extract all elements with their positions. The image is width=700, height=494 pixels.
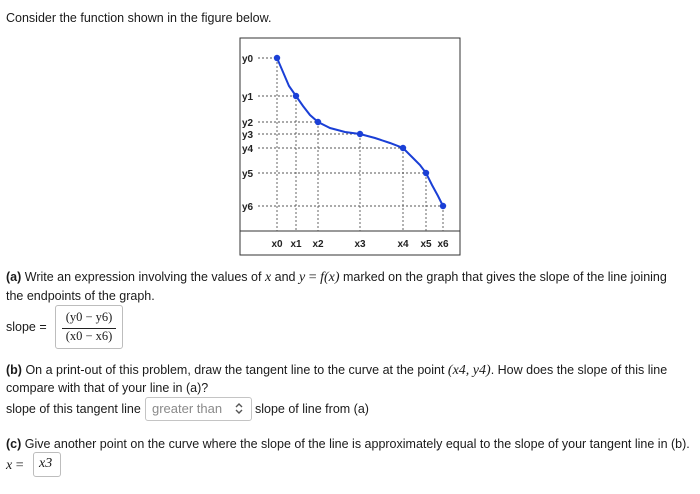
x-tick-label: x3: [354, 239, 366, 250]
x-tick-label: x0: [271, 239, 283, 250]
part-b-answer-suffix: slope of line from (a): [255, 402, 369, 416]
y-tick-label: y2: [242, 118, 254, 129]
x-tick-label: x5: [420, 239, 432, 250]
updown-chevron-icon: [234, 401, 244, 415]
x-tick-label: x4: [397, 239, 409, 250]
slope-label: slope =: [6, 320, 47, 334]
part-c-line1: (c) Give another point on the curve where the slope of the line is approximately equal to the slope of your tangent line in (b).: [6, 437, 690, 451]
part-b-answer-prefix: slope of this tangent line: [6, 402, 141, 416]
curve-point: [423, 170, 429, 176]
part-a-line1: (a) Write an expression involving the values of x and y = f(x) marked on the graph that gives the slope of the line joining: [6, 270, 667, 285]
part-b-line1: (b) On a print-out of this problem, draw the tangent line to the curve at the point (x4, y4). How does the slope of this line: [6, 363, 668, 378]
x-answer-box[interactable]: [33, 452, 61, 477]
y-tick-label: y5: [242, 169, 254, 180]
curve-point: [357, 131, 363, 137]
curve-point: [274, 55, 280, 61]
part-b-line2: compare with that of your line in (a)?: [6, 381, 209, 395]
y-tick-label: y4: [242, 144, 254, 155]
part-c-answer-label: x =: [6, 458, 24, 473]
y-tick-label: y1: [242, 92, 254, 103]
x-tick-label: x1: [290, 239, 302, 250]
curve-point: [400, 145, 406, 151]
slope-numerator: (y0 − y6): [65, 310, 113, 324]
curve-point: [293, 93, 299, 99]
x-tick-label: x6: [437, 239, 449, 250]
comparison-dropdown[interactable]: [145, 397, 252, 421]
curve-point: [440, 203, 446, 209]
comparison-dropdown-value: greater than: [152, 401, 223, 416]
y-tick-label: y0: [242, 54, 254, 65]
x-answer-value: x3: [39, 456, 53, 471]
slope-denominator: (x0 − x6): [65, 329, 113, 343]
curve-point: [315, 119, 321, 125]
y-tick-label: y6: [242, 202, 254, 213]
graph-frame: [240, 38, 460, 255]
y-tick-label: y3: [242, 130, 254, 141]
part-a-line2: the endpoints of the graph.: [6, 289, 155, 303]
intro-text: Consider the function shown in the figure below.: [6, 11, 272, 25]
x-tick-label: x2: [312, 239, 324, 250]
slope-answer-box[interactable]: [55, 305, 123, 349]
